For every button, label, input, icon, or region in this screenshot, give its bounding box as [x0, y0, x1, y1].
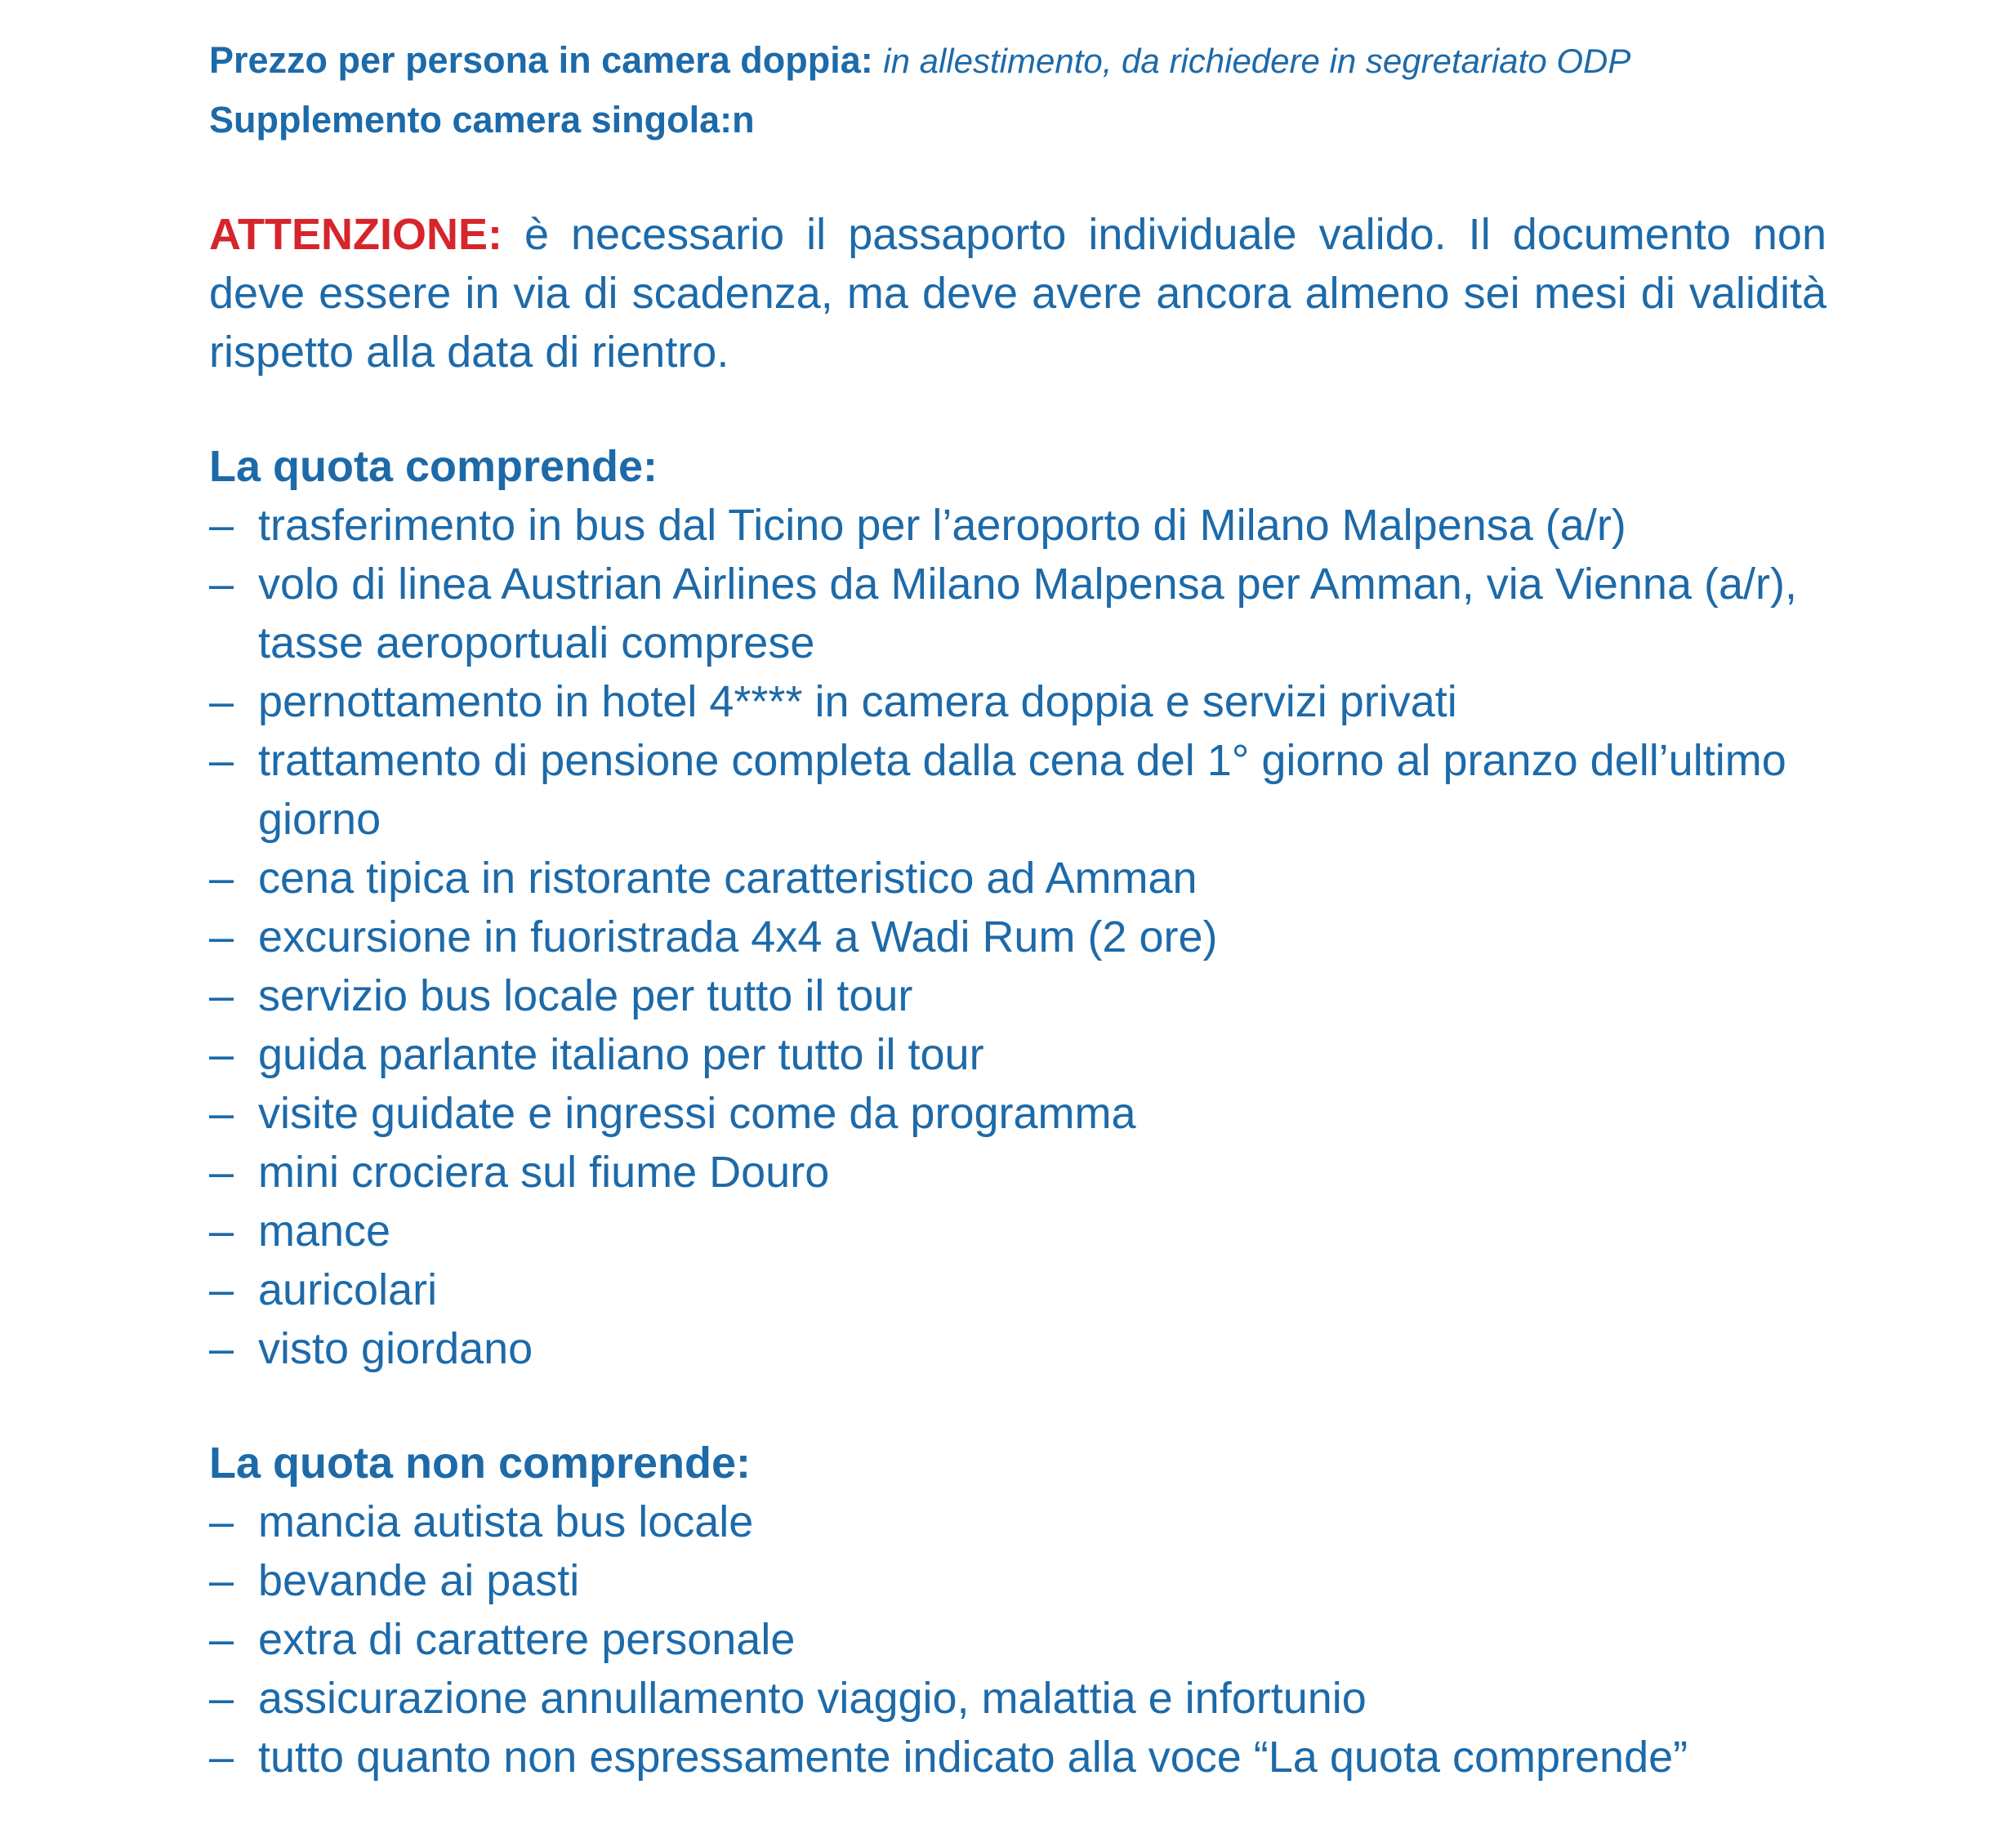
list-item: [209, 1202, 1826, 1260]
list-item: [209, 966, 1826, 1025]
list-item-text: trattamento di pensione completa dalla cena del 1° giorno al pranzo dell’ultimo giorno: [258, 736, 1786, 844]
list-item-text: mance: [258, 1207, 391, 1256]
list-item: [209, 672, 1826, 731]
price-per-person-label: Prezzo per persona in camera doppia:: [209, 39, 873, 81]
list-item: [209, 496, 1826, 555]
list-item-text: bevande ai pasti: [258, 1556, 580, 1605]
includes-list: [209, 496, 1826, 1378]
passport-warning: [209, 205, 1826, 381]
list-item-text: mancia autista bus locale: [258, 1497, 754, 1546]
list-item: [209, 1143, 1826, 1202]
list-item-text: tutto quanto non espressamente indicato alla voce “La quota comprende”: [258, 1733, 1688, 1782]
dash-bullet: –: [209, 1556, 234, 1605]
list-item-text: trasferimento in bus dal Ticino per l’aeroporto di Milano Malpensa (a/r): [258, 501, 1626, 550]
list-item: [209, 1319, 1826, 1378]
single-supplement-label: Supplemento camera singola:n: [209, 99, 755, 141]
list-item: [209, 908, 1826, 966]
list-item-text: visite guidate e ingressi come da programma: [258, 1089, 1136, 1138]
list-item: [209, 1669, 1826, 1728]
list-item-text: volo di linea Austrian Airlines da Milano Malpensa per Amman, via Vienna (a/r), tasse aeroportuali comprese: [258, 560, 1797, 667]
list-item: [209, 1492, 1826, 1551]
single-supplement-line: [209, 91, 1826, 149]
list-item: [209, 1728, 1826, 1787]
dash-bullet: –: [209, 501, 234, 550]
dash-bullet: –: [209, 677, 234, 726]
dash-bullet: –: [209, 1030, 234, 1079]
list-item-text: extra di carattere personale: [258, 1615, 796, 1664]
dash-bullet: –: [209, 854, 234, 903]
list-item: [209, 1084, 1826, 1143]
dash-bullet: –: [209, 1733, 234, 1782]
list-item: [209, 1260, 1826, 1319]
dash-bullet: –: [209, 971, 234, 1020]
dash-bullet: –: [209, 560, 234, 609]
dash-bullet: –: [209, 1674, 234, 1723]
excludes-title: La quota non comprende:: [209, 1439, 752, 1488]
price-per-person-line: [209, 31, 1826, 91]
list-item: [209, 555, 1826, 672]
list-item: [209, 1551, 1826, 1610]
includes-title: La quota comprende:: [209, 442, 658, 491]
dash-bullet: –: [209, 736, 234, 785]
warning-label: ATTENZIONE:: [209, 210, 502, 259]
list-item-text: excursione in fuoristrada 4x4 a Wadi Rum (2 ore): [258, 912, 1218, 961]
dash-bullet: –: [209, 1265, 234, 1314]
list-item: [209, 849, 1826, 908]
dash-bullet: –: [209, 1324, 234, 1373]
dash-bullet: –: [209, 1497, 234, 1546]
dash-bullet: –: [209, 1148, 234, 1197]
list-item: [209, 1025, 1826, 1084]
dash-bullet: –: [209, 912, 234, 961]
list-item-text: pernottamento in hotel 4**** in camera doppia e servizi privati: [258, 677, 1457, 726]
dash-bullet: –: [209, 1615, 234, 1664]
dash-bullet: –: [209, 1207, 234, 1256]
list-item-text: auricolari: [258, 1265, 438, 1314]
list-item: [209, 731, 1826, 849]
list-item-text: visto giordano: [258, 1324, 533, 1373]
warning-text: è necessario il passaporto individuale valido. Il documento non deve essere in via di scadenza, ma deve avere ancora almeno sei mesi di validità rispetto alla data di rientro.: [209, 210, 1826, 377]
list-item-text: mini crociera sul fiume Douro: [258, 1148, 830, 1197]
price-per-person-value: in allestimento, da richiedere in segretariato ODP: [883, 42, 1631, 80]
list-item: [209, 1610, 1826, 1669]
excludes-list: [209, 1492, 1826, 1787]
list-item-text: assicurazione annullamento viaggio, malattia e infortunio: [258, 1674, 1367, 1723]
dash-bullet: –: [209, 1089, 234, 1138]
list-item-text: guida parlante italiano per tutto il tour: [258, 1030, 984, 1079]
list-item-text: cena tipica in ristorante caratteristico ad Amman: [258, 854, 1198, 903]
travel-info-document: [209, 31, 1826, 1787]
list-item-text: servizio bus locale per tutto il tour: [258, 971, 913, 1020]
